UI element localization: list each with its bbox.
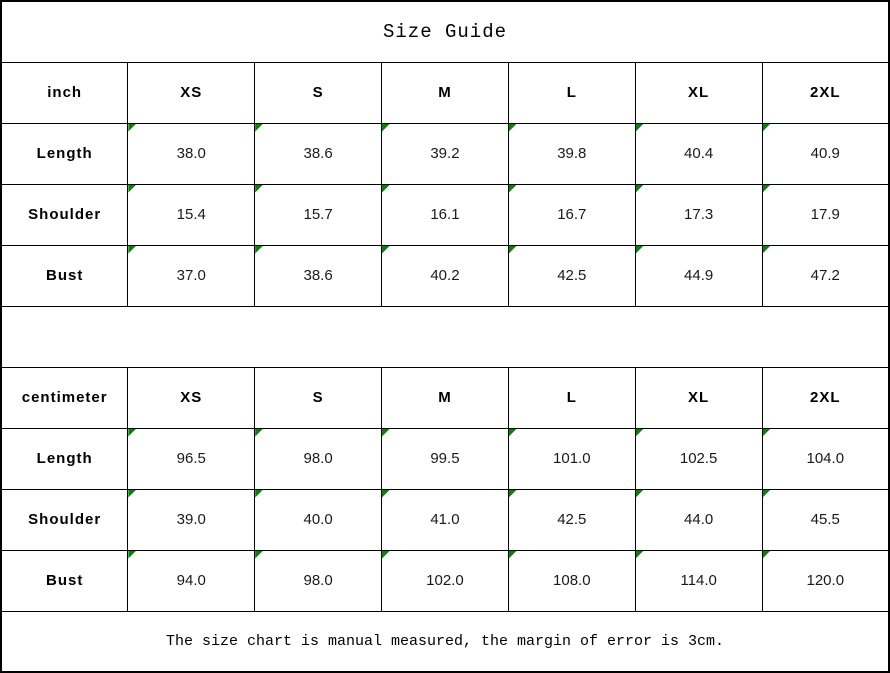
page-title: Size Guide xyxy=(1,1,889,62)
table-row xyxy=(1,489,889,550)
green-corner-flag-icon xyxy=(509,429,517,437)
value-cell xyxy=(128,550,255,611)
cell-value: 99.5 xyxy=(430,450,460,467)
value-cell xyxy=(255,428,382,489)
value-cell xyxy=(128,245,255,306)
value-cell xyxy=(508,184,635,245)
table-row xyxy=(1,428,889,489)
green-corner-flag-icon xyxy=(382,429,390,437)
green-corner-flag-icon xyxy=(509,246,517,254)
green-corner-flag-icon xyxy=(255,185,263,193)
cell-value: 114.0 xyxy=(680,572,717,589)
size-col-m: M xyxy=(382,367,509,428)
green-corner-flag-icon xyxy=(382,490,390,498)
size-col-l: L xyxy=(508,367,635,428)
size-col-l: L xyxy=(508,62,635,123)
table-row xyxy=(1,123,889,184)
green-corner-flag-icon xyxy=(636,246,644,254)
row-label-shoulder: Shoulder xyxy=(1,184,128,245)
size-col-xs: XS xyxy=(128,367,255,428)
table-row xyxy=(1,184,889,245)
cell-value: 101.0 xyxy=(553,450,591,467)
cell-value: 38.0 xyxy=(176,145,206,162)
value-cell xyxy=(762,428,889,489)
green-corner-flag-icon xyxy=(636,551,644,559)
green-corner-flag-icon xyxy=(636,490,644,498)
green-corner-flag-icon xyxy=(636,429,644,437)
cell-value: 98.0 xyxy=(303,572,333,589)
green-corner-flag-icon xyxy=(128,246,136,254)
cell-value: 47.2 xyxy=(810,267,840,284)
value-cell xyxy=(635,245,762,306)
green-corner-flag-icon xyxy=(255,124,263,132)
value-cell xyxy=(762,184,889,245)
row-label-length: Length xyxy=(1,123,128,184)
cell-value: 96.5 xyxy=(176,450,206,467)
cell-value: 45.5 xyxy=(810,511,840,528)
value-cell xyxy=(635,184,762,245)
value-cell xyxy=(382,550,509,611)
green-corner-flag-icon xyxy=(382,185,390,193)
green-corner-flag-icon xyxy=(255,246,263,254)
size-col-xl: XL xyxy=(635,62,762,123)
green-corner-flag-icon xyxy=(763,551,771,559)
centimeter-header-row xyxy=(1,367,889,428)
green-corner-flag-icon xyxy=(763,185,771,193)
value-cell xyxy=(382,245,509,306)
table-row xyxy=(1,245,889,306)
value-cell xyxy=(382,184,509,245)
value-cell xyxy=(635,428,762,489)
green-corner-flag-icon xyxy=(255,551,263,559)
cell-value: 42.5 xyxy=(557,511,587,528)
cell-value: 37.0 xyxy=(176,267,206,284)
value-cell xyxy=(128,184,255,245)
cell-value: 108.0 xyxy=(553,572,591,589)
row-label-shoulder: Shoulder xyxy=(1,489,128,550)
value-cell xyxy=(255,245,382,306)
green-corner-flag-icon xyxy=(763,429,771,437)
cell-value: 15.7 xyxy=(303,206,333,223)
cell-value: 39.2 xyxy=(430,145,460,162)
value-cell xyxy=(508,428,635,489)
size-col-s: S xyxy=(255,62,382,123)
cell-value: 38.6 xyxy=(303,267,333,284)
value-cell xyxy=(382,123,509,184)
cell-value: 42.5 xyxy=(557,267,587,284)
inch-header-row xyxy=(1,62,889,123)
cell-value: 39.0 xyxy=(176,511,206,528)
cell-value: 17.3 xyxy=(684,206,714,223)
cell-value: 41.0 xyxy=(430,511,460,528)
cell-value: 40.9 xyxy=(810,145,840,162)
value-cell xyxy=(382,428,509,489)
green-corner-flag-icon xyxy=(255,490,263,498)
size-col-m: M xyxy=(382,62,509,123)
value-cell xyxy=(508,123,635,184)
value-cell xyxy=(762,489,889,550)
footer-row xyxy=(1,611,889,672)
green-corner-flag-icon xyxy=(509,490,517,498)
value-cell xyxy=(255,489,382,550)
green-corner-flag-icon xyxy=(636,185,644,193)
table-row xyxy=(1,550,889,611)
spacer-row xyxy=(1,306,889,367)
green-corner-flag-icon xyxy=(509,124,517,132)
cell-value: 38.6 xyxy=(303,145,333,162)
spacer-cell xyxy=(1,306,889,367)
cell-value: 40.2 xyxy=(430,267,460,284)
green-corner-flag-icon xyxy=(128,429,136,437)
value-cell xyxy=(508,245,635,306)
value-cell xyxy=(508,489,635,550)
green-corner-flag-icon xyxy=(763,124,771,132)
cell-value: 94.0 xyxy=(176,572,206,589)
value-cell xyxy=(635,123,762,184)
unit-label-inch: inch xyxy=(1,62,128,123)
value-cell xyxy=(382,489,509,550)
cell-value: 44.9 xyxy=(684,267,714,284)
green-corner-flag-icon xyxy=(255,429,263,437)
green-corner-flag-icon xyxy=(763,246,771,254)
cell-value: 102.0 xyxy=(426,572,464,589)
value-cell xyxy=(635,489,762,550)
cell-value: 120.0 xyxy=(806,572,845,589)
size-col-2xl: 2XL xyxy=(762,367,889,428)
row-label-length: Length xyxy=(1,428,128,489)
value-cell xyxy=(762,550,889,611)
green-corner-flag-icon xyxy=(128,551,136,559)
value-cell xyxy=(128,428,255,489)
value-cell xyxy=(255,123,382,184)
size-col-xl: XL xyxy=(635,367,762,428)
value-cell xyxy=(762,245,889,306)
value-cell xyxy=(255,550,382,611)
cell-value: 40.0 xyxy=(303,511,333,528)
value-cell xyxy=(508,550,635,611)
size-col-2xl: 2XL xyxy=(762,62,889,123)
size-col-xs: XS xyxy=(128,62,255,123)
cell-value: 39.8 xyxy=(557,145,587,162)
green-corner-flag-icon xyxy=(509,551,517,559)
green-corner-flag-icon xyxy=(509,185,517,193)
row-label-bust: Bust xyxy=(1,550,128,611)
value-cell xyxy=(635,550,762,611)
value-cell xyxy=(255,184,382,245)
green-corner-flag-icon xyxy=(636,124,644,132)
cell-value: 16.1 xyxy=(430,206,460,223)
cell-value: 104.0 xyxy=(806,450,845,467)
unit-label-centimeter: centimeter xyxy=(1,367,128,428)
cell-value: 44.0 xyxy=(684,511,714,528)
green-corner-flag-icon xyxy=(382,246,390,254)
title-row xyxy=(1,1,889,62)
cell-value: 16.7 xyxy=(557,206,587,223)
value-cell xyxy=(762,123,889,184)
value-cell xyxy=(128,489,255,550)
value-cell xyxy=(128,123,255,184)
cell-value: 98.0 xyxy=(303,450,333,467)
measurement-disclaimer: The size chart is manual measured, the margin of error is 3cm. xyxy=(1,611,889,672)
green-corner-flag-icon xyxy=(382,124,390,132)
size-col-s: S xyxy=(255,367,382,428)
cell-value: 40.4 xyxy=(684,145,714,162)
green-corner-flag-icon xyxy=(382,551,390,559)
green-corner-flag-icon xyxy=(128,185,136,193)
cell-value: 15.4 xyxy=(176,206,206,223)
cell-value: 17.9 xyxy=(810,206,840,223)
green-corner-flag-icon xyxy=(763,490,771,498)
cell-value: 102.5 xyxy=(679,450,718,467)
row-label-bust: Bust xyxy=(1,245,128,306)
green-corner-flag-icon xyxy=(128,490,136,498)
green-corner-flag-icon xyxy=(128,124,136,132)
